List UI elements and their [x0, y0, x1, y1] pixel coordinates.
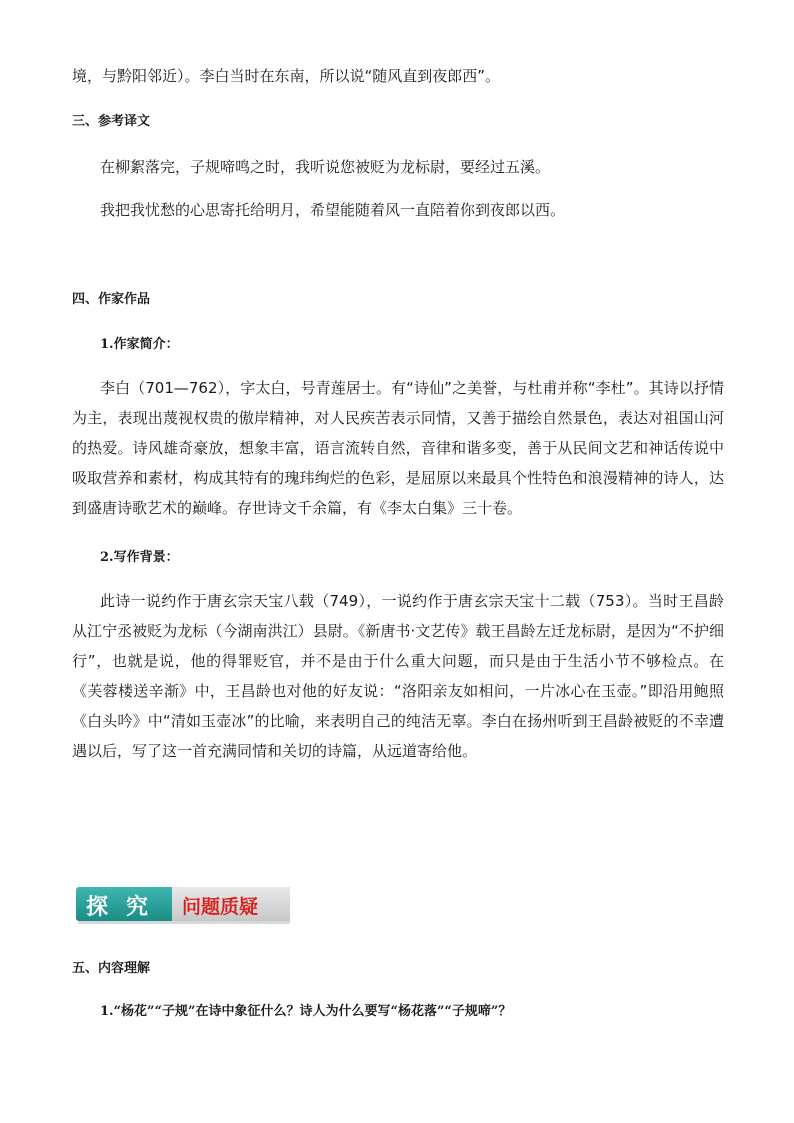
- translation-line-1: 在柳絮落完，子规啼鸣之时，我听说您被贬为龙标尉，要经过五溪。: [100, 158, 551, 176]
- section-3-heading: 三、参考译文: [72, 114, 151, 129]
- banner-right-panel: [172, 887, 290, 921]
- banner-left-label: 探究: [86, 895, 167, 920]
- question-1: 1.“杨花”“子规”在诗中象征什么？诗人为什么要写“杨花落”“子规啼”？: [100, 1004, 512, 1019]
- section-4-heading: 四、作家作品: [72, 292, 151, 307]
- banner-left-panel: [76, 887, 172, 921]
- author-intro-subheading: 1.作家简介：: [100, 337, 179, 352]
- author-bio-paragraph: 李白（701—762），字太白，号青莲居士。有“诗仙”之美誉，与杜甫并称“李杜”。其诗以抒情为主，表现出蔑视权贵的傲岸精神，对人民疾苦表示同情，又善于描绘自然景色，表达对祖国山河的热爱。诗风雄奇豪放，想象丰富，语言流转自然，音律和谐多变，善于从民间文艺和神话传说中吸取营养和素材，构成其特有的瑰玮绚烂的色彩，是屈原以来最具个性特色和浪漫精神的诗人，达到盛唐诗歌艺术的巅峰。存世诗文千余篇，有《李太白集》三十卷。: [72, 379, 724, 517]
- translation-line-2: 我把我忧愁的心思寄托给明月，希望能随着风一直陪着你到夜郎以西。: [100, 201, 566, 219]
- banner-shadow: [78, 921, 290, 924]
- intro-line: 境，与黔阳邻近）。李白当时在东南，所以说“随风直到夜郎西”。: [72, 67, 501, 85]
- banner-right-label: 问题质疑: [182, 896, 259, 918]
- section-5-heading: 五、内容理解: [72, 961, 151, 976]
- writing-background-subheading: 2.写作背景：: [100, 550, 179, 565]
- writing-background-paragraph: 此诗一说约作于唐玄宗天宝八载（749），一说约作于唐玄宗天宝十二载（753）。当时王昌龄从江宁丞被贬为龙标（今湖南洪江）县尉。《新唐书·文艺传》载王昌龄左迁龙标尉，是因为“不护细行”，也就是说，他的得罪贬官，并不是由于什么重大问题，而只是由于生活小节不够检点。在《芙蓉楼送辛渐》中，王昌龄也对他的好友说：“洛阳亲友如相问，一片冰心在玉壶。”即沿用鲍照《白头吟》中“清如玉壶冰”的比喻，来表明自己的纯洁无辜。李白在扬州听到王昌龄被贬的不幸遭遇以后，写了这一首充满同情和关切的诗篇，从远道寄给他。: [72, 592, 724, 760]
- explore-banner: [76, 885, 292, 925]
